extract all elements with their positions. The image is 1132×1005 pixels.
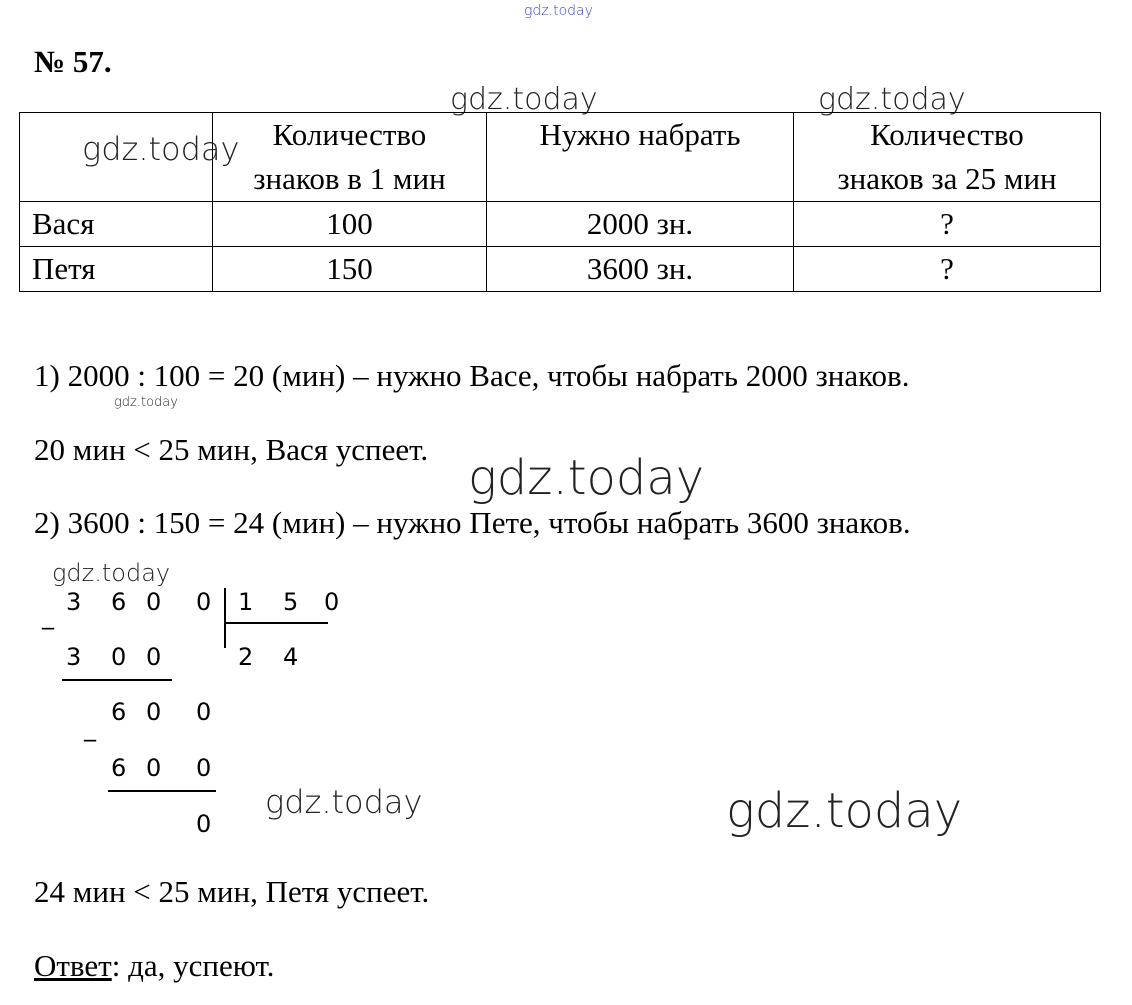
conclusion-2: 24 мин < 25 мин, Петя успеет. xyxy=(34,874,430,909)
watermark: gdz.today xyxy=(450,82,598,117)
table-header-cell xyxy=(794,113,1101,202)
subtrahend-digit: 0 xyxy=(146,754,162,782)
quotient-digit: 2 xyxy=(238,643,254,671)
divisor-digit: 5 xyxy=(283,588,299,616)
subtraction-line xyxy=(108,790,216,792)
dividend-digit: 0 xyxy=(196,588,212,616)
subtrahend-digit: 0 xyxy=(111,643,127,671)
quotient-digit: 4 xyxy=(283,643,299,671)
solution-step-2: 2) 3600 : 150 = 24 (мин) – нужно Пете, чтобы набрать 3600 знаков. xyxy=(34,505,911,540)
table-cell: 150 xyxy=(213,247,487,292)
subtrahend-digit: 3 xyxy=(66,643,82,671)
header-line: знаков в 1 мин xyxy=(253,161,446,196)
divisor-digit: 0 xyxy=(324,588,340,616)
divisor-digit: 1 xyxy=(238,588,254,616)
header-line: Количество xyxy=(870,117,1024,152)
header-line: Нужно набрать xyxy=(539,117,741,152)
table-cell: 2000 зн. xyxy=(487,202,794,247)
watermark: gdz.today xyxy=(726,783,963,839)
subtrahend-digit: 0 xyxy=(196,754,212,782)
header-line: Количество xyxy=(272,117,427,152)
watermark: gdz.today xyxy=(468,450,705,506)
minus-sign: _ xyxy=(42,602,54,630)
problem-number: № 57. xyxy=(34,44,112,79)
subtraction-line xyxy=(62,679,172,681)
subtrahend-digit: 6 xyxy=(111,754,127,782)
answer-label: Ответ xyxy=(34,948,112,983)
remainder-digit: 0 xyxy=(146,698,162,726)
table-cell: Вася xyxy=(20,202,213,247)
conclusion-1: 20 мин < 25 мин, Вася успеет. xyxy=(34,432,429,467)
table-cell: ? xyxy=(794,247,1101,292)
table-header-cell xyxy=(213,113,487,202)
watermark: gdz.today xyxy=(114,395,178,410)
minus-sign: _ xyxy=(84,714,96,742)
table-row xyxy=(20,247,1101,292)
dividend-digit: 3 xyxy=(66,588,82,616)
table-cell: 3600 зн. xyxy=(487,247,794,292)
division-bracket-horizontal xyxy=(224,622,328,624)
watermark: gdz.today xyxy=(82,130,240,168)
dividend-digit: 6 xyxy=(111,588,127,616)
table-row xyxy=(20,202,1101,247)
remainder-digit: 0 xyxy=(196,698,212,726)
watermark: gdz.today xyxy=(818,82,966,117)
table-cell: Петя xyxy=(20,247,213,292)
watermark: gdz.today xyxy=(265,783,423,821)
watermark: gdz.today xyxy=(52,559,171,587)
subtrahend-digit: 0 xyxy=(146,643,162,671)
division-bracket-vertical xyxy=(224,588,226,648)
answer-line xyxy=(34,948,274,984)
watermark-top: gdz.today xyxy=(524,3,593,19)
table-cell: ? xyxy=(794,202,1101,247)
header-line: знаков за 25 мин xyxy=(837,161,1057,196)
answer-text: : да, успеют. xyxy=(111,948,275,983)
solution-step-1: 1) 2000 : 100 = 20 (мин) – нужно Васе, чтобы набрать 2000 знаков. xyxy=(34,358,910,393)
table-header-cell xyxy=(487,113,794,202)
final-remainder: 0 xyxy=(196,810,212,838)
dividend-digit: 0 xyxy=(146,588,162,616)
table-cell: 100 xyxy=(213,202,487,247)
remainder-digit: 6 xyxy=(111,698,127,726)
